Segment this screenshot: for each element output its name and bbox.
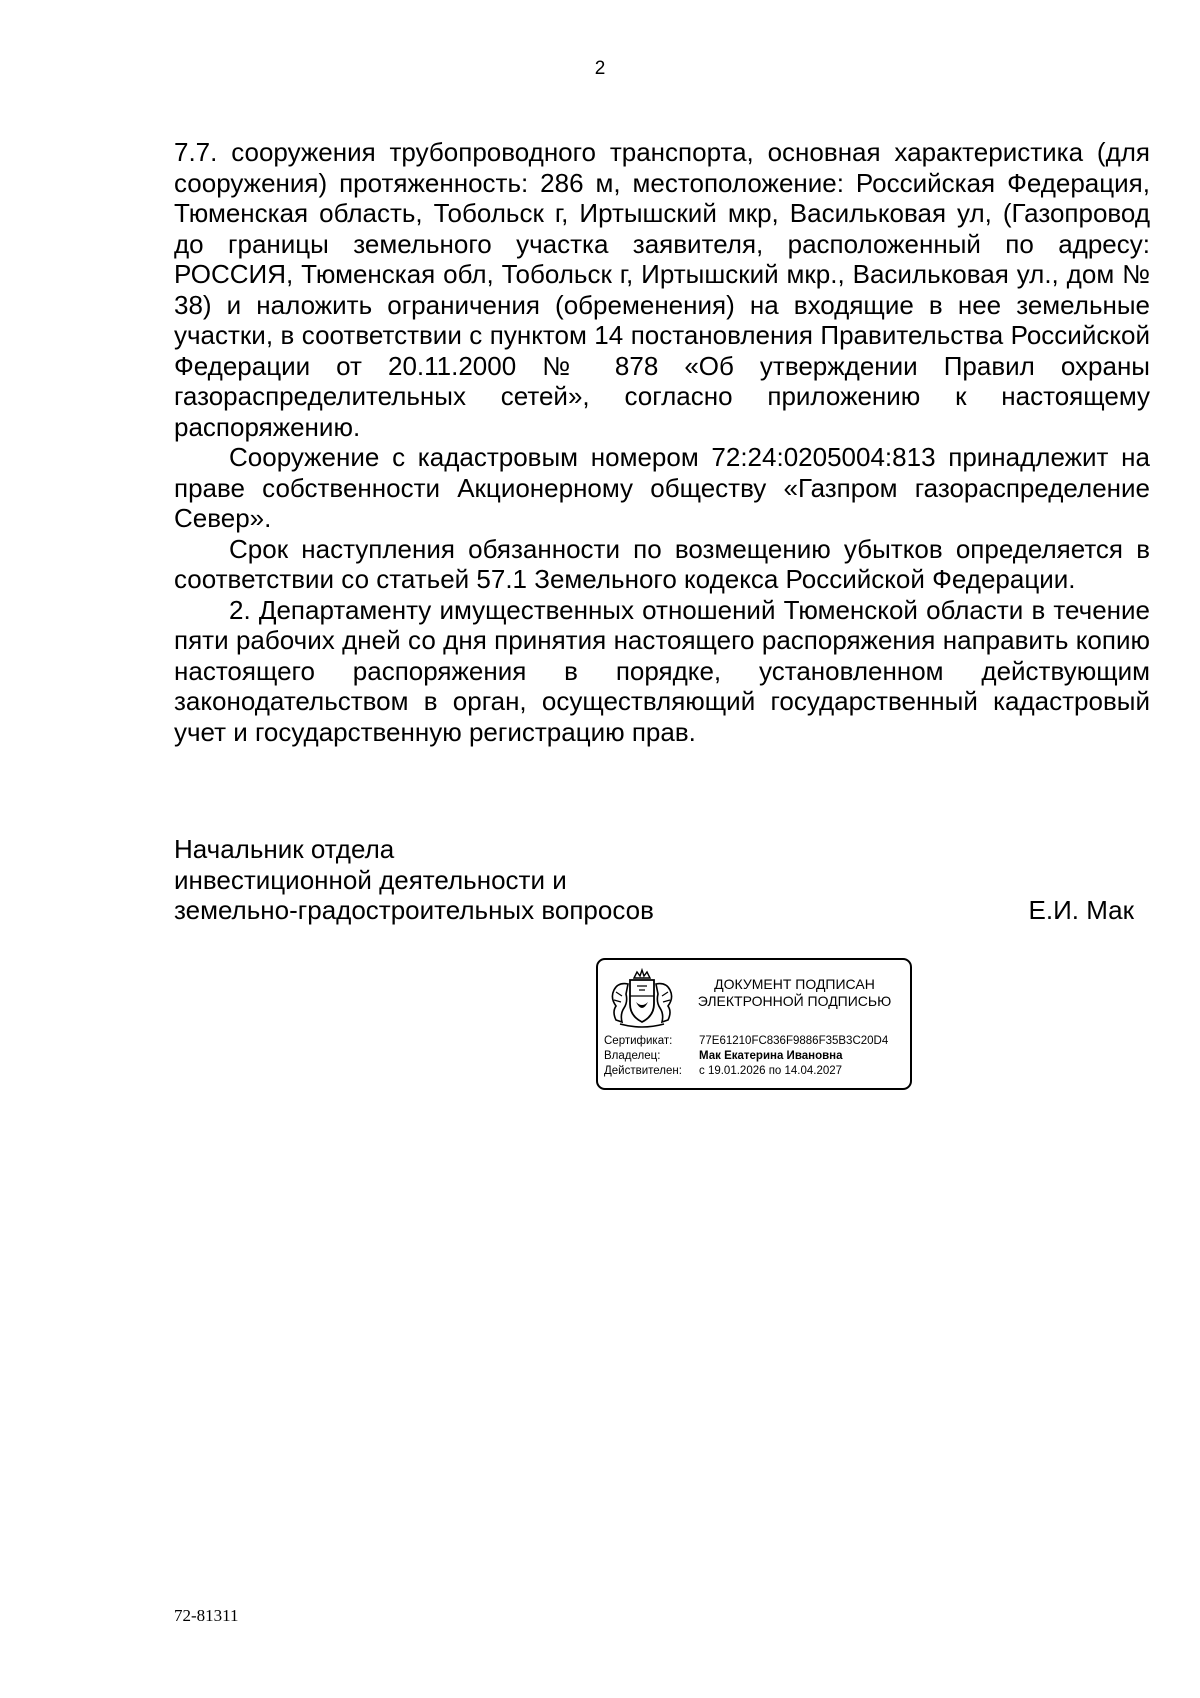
signer-position-line: земельно-градостроительных вопросов [174, 895, 654, 925]
validity-label: Действителен: [604, 1065, 682, 1077]
electronic-signature-stamp [596, 958, 912, 1090]
stamp-title: ДОКУМЕНТ ПОДПИСАН ЭЛЕКТРОННОЙ ПОДПИСЬЮ [697, 976, 892, 1009]
stamp-validity-row [604, 1064, 842, 1078]
paragraph-compensation: Срок наступления обязанности по возмещению убытков определяется в соответствии со статьей 57.1 Земельного кодекса Российской Федерации. [174, 533, 1150, 594]
paragraph-item-2: 2. Департаменту имущественных отношений Тюменской области в течение пяти рабочих дней со дня принятия настоящего распоряжения направить копию настоящего распоряжения в порядке, установленном действующим законодательством в орган, осуществляющий государственный кадастровый учет и государственную регистрацию прав. [174, 594, 1150, 747]
stamp-owner-row [604, 1049, 843, 1063]
signer-position-line: Начальник отдела [174, 834, 395, 864]
certificate-value: 77E61210FC836F9886F35B3C20D4 [699, 1035, 889, 1047]
tyumen-coat-of-arms-icon [606, 968, 678, 1030]
paragraph-item-7-7: 7.7. сооружения трубопроводного транспорта, основная характеристика (для сооружения) протяженность: 286 м, местоположение: Российская Федерация, Тюменская область, Тобольск г, Иртышский мкр, Васильковая ул, (Газопровод до границы земельного участка заявителя, расположенный по адресу: РОССИЯ, Тюменская обл, Тобольск г, Иртышский мкр., Васильковая ул., дом № 38) и наложить ограничения (обременения) на входящие в нее земельные участки, в соответствии с пунктом 14 постановления Правительства Российской Федерации от 20.11.2000 № 878 «Об утверждении Правил охраны газораспределительных сетей», согласно приложению к настоящему распоряжению. [174, 137, 1150, 442]
stamp-certificate-row [604, 1034, 888, 1048]
owner-label: Владелец: [604, 1050, 661, 1062]
certificate-label: Сертификат: [604, 1035, 673, 1047]
signer-name: Е.И. Мак [1028, 895, 1134, 925]
page-number: 2 [594, 58, 606, 79]
signature-block [174, 834, 1134, 926]
owner-value: Мак Екатерина Ивановна [699, 1050, 843, 1062]
document-body [174, 137, 1150, 747]
document-code: 72-81311 [174, 1606, 239, 1625]
validity-value: с 19.01.2026 по 14.04.2027 [699, 1065, 843, 1077]
paragraph-ownership: Сооружение с кадастровым номером 72:24:0205004:813 принадлежит на праве собственности Акционерному обществу «Газпром газораспределение Север». [174, 442, 1150, 533]
signer-position-line: инвестиционной деятельности и [174, 864, 567, 895]
